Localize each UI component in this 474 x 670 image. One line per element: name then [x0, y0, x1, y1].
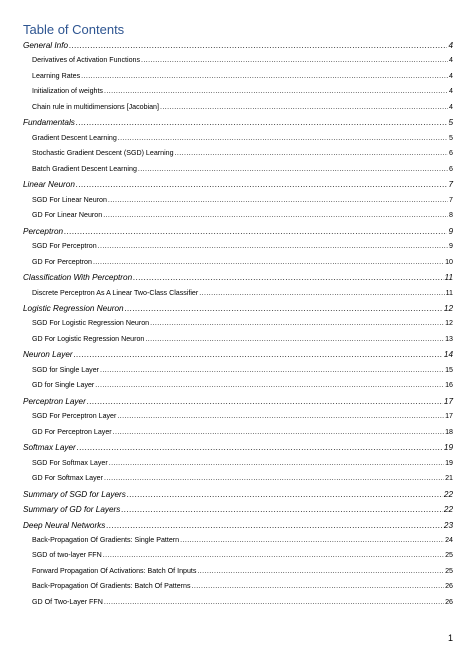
toc-entry-page: 4 — [449, 71, 453, 80]
toc-entry-label: Summary of GD for Layers — [23, 505, 121, 515]
toc-subsection-entry[interactable] — [0, 72, 474, 87]
toc-subsection-entry[interactable] — [0, 56, 474, 71]
toc-entry-page: 4 — [449, 87, 453, 96]
page-number: 1 — [447, 633, 453, 643]
toc-section-entry[interactable] — [0, 490, 474, 505]
toc-entry-label: GD For Perceptron Layer — [32, 427, 112, 436]
toc-section-entry[interactable] — [0, 397, 474, 412]
toc-entry-label: Chain rule in multidimensions [Jacobian] — [32, 102, 159, 111]
toc-subsection-entry[interactable] — [0, 551, 474, 566]
toc-section-entry[interactable] — [0, 521, 474, 536]
toc-entry-label: Summary of SGD for Layers — [23, 489, 126, 499]
toc-subsection-entry[interactable] — [0, 87, 474, 102]
toc-section-entry[interactable] — [0, 41, 474, 56]
toc-leader-dots — [103, 551, 444, 559]
toc-entry-label: Back-Propagation Of Gradients: Single Pattern — [32, 536, 180, 544]
toc-section-entry[interactable] — [0, 350, 474, 365]
toc-subsection-entry[interactable] — [0, 381, 474, 396]
toc-entry-page: 4 — [449, 102, 453, 111]
toc-entry-page: 23 — [443, 520, 453, 530]
toc-leader-dots — [77, 443, 443, 452]
toc-entry-label: GD For Softmax Layer — [32, 474, 103, 483]
toc-subsection-entry[interactable] — [0, 289, 474, 304]
toc-entry-page: 17 — [445, 412, 453, 421]
toc-section-entry[interactable] — [0, 227, 474, 242]
toc-leader-dots — [93, 258, 444, 266]
toc-entry-page: 12 — [445, 319, 453, 328]
toc-entry-label: Linear Neuron — [23, 180, 75, 190]
toc-entry-label: General Info — [23, 41, 69, 50]
toc-entry-page: 15 — [445, 365, 453, 374]
toc-leader-dots — [109, 459, 444, 467]
toc-entry-label: Deep Neural Networks — [23, 520, 106, 530]
toc-entry-page: 22 — [443, 489, 453, 499]
toc-entry-page: 26 — [445, 597, 453, 606]
toc-subsection-entry[interactable] — [0, 258, 474, 273]
toc-section-entry[interactable] — [0, 505, 474, 520]
toc-entry-label: Initialization of weights — [32, 87, 103, 96]
toc-entry-page: 6 — [449, 164, 453, 173]
toc-entry-label: Back-Propagation Of Gradients: Batch Of Patterns — [32, 582, 191, 591]
toc-entry-page: 14 — [443, 350, 453, 360]
toc-entry-label: Logistic Regression Neuron — [23, 303, 124, 313]
toc-leader-dots — [180, 536, 444, 544]
toc-leader-dots — [145, 335, 444, 343]
toc-subsection-entry[interactable] — [0, 598, 474, 613]
toc-leader-dots — [199, 289, 444, 297]
toc-leader-dots — [104, 474, 444, 482]
toc-subsection-entry[interactable] — [0, 211, 474, 226]
toc-subsection-entry[interactable] — [0, 196, 474, 211]
toc-subsection-entry[interactable] — [0, 536, 474, 551]
toc-entry-page: 7 — [449, 195, 453, 204]
toc-leader-dots — [197, 567, 444, 575]
toc-section-entry[interactable] — [0, 180, 474, 195]
toc-entry-page: 22 — [443, 505, 453, 515]
toc-entry-page: 4 — [448, 41, 453, 50]
toc-entry-label: SGD For Perceptron — [32, 242, 97, 251]
toc-leader-dots — [100, 366, 444, 374]
toc-entry-page: 5 — [448, 118, 453, 128]
toc-entry-page: 26 — [445, 582, 453, 591]
toc-entry-label: SGD For Softmax Layer — [32, 458, 108, 467]
toc-leader-dots — [113, 428, 444, 436]
toc-leader-dots — [98, 242, 448, 250]
toc-entry-label: SGD For Perceptron Layer — [32, 412, 117, 421]
toc-entry-label: SGD For Logistic Regression Neuron — [32, 319, 150, 328]
toc-subsection-entry[interactable] — [0, 412, 474, 427]
toc-leader-dots — [106, 521, 443, 530]
toc-entry-label: SGD For Linear Neuron — [32, 195, 107, 204]
toc-subsection-entry[interactable] — [0, 459, 474, 474]
toc-subsection-entry[interactable] — [0, 134, 474, 149]
toc-leader-dots — [76, 180, 448, 189]
toc-entry-label: Discrete Perceptron As A Linear Two-Class Classifier — [32, 288, 199, 297]
toc-entry-label: GD For Logistic Regression Neuron — [32, 334, 145, 343]
toc-entry-label: Fundamentals — [23, 118, 75, 128]
toc-leader-dots — [108, 196, 448, 204]
toc-entry-page: 25 — [445, 551, 453, 560]
toc-entry-page: 11 — [445, 288, 453, 297]
toc-leader-dots — [141, 56, 448, 64]
toc-entry-label: SGD of two-layer FFN — [32, 551, 102, 560]
toc-entry-label: Softmax Layer — [23, 443, 76, 453]
toc-entry-page: 7 — [448, 180, 453, 190]
toc-subsection-entry[interactable] — [0, 242, 474, 257]
toc-title: Table of Contents — [23, 22, 125, 37]
toc-leader-dots — [104, 87, 448, 95]
toc-leader-dots — [74, 350, 443, 359]
toc-subsection-entry[interactable] — [0, 582, 474, 597]
toc-entry-label: Perceptron — [23, 226, 64, 236]
toc-subsection-entry[interactable] — [0, 366, 474, 381]
toc-entry-page: 19 — [445, 458, 453, 467]
toc-leader-dots — [175, 149, 449, 157]
toc-leader-dots — [127, 490, 443, 499]
toc-entry-label: SGD for Single Layer — [32, 365, 100, 374]
toc-section-entry[interactable] — [0, 118, 474, 133]
toc-entry-label: Perceptron Layer — [23, 396, 86, 406]
toc-leader-dots — [160, 103, 448, 111]
toc-entry-page: 25 — [445, 566, 453, 575]
toc-subsection-entry[interactable] — [0, 103, 474, 118]
toc-subsection-entry[interactable] — [0, 165, 474, 180]
toc-list — [0, 41, 474, 613]
toc-entry-label: Batch Gradient Descent Learning — [32, 164, 137, 173]
toc-entry-page: 12 — [443, 303, 453, 313]
toc-entry-page: 6 — [449, 149, 453, 158]
toc-entry-page: 18 — [445, 427, 453, 436]
toc-entry-page: 9 — [448, 226, 453, 236]
toc-entry-page: 24 — [445, 536, 453, 544]
toc-entry-page: 10 — [445, 257, 453, 266]
toc-entry-page: 21 — [445, 474, 453, 483]
toc-entry-page: 16 — [445, 381, 453, 390]
toc-leader-dots — [133, 273, 443, 282]
toc-leader-dots — [192, 582, 445, 590]
toc-entry-label: Neuron Layer — [23, 350, 73, 360]
toc-entry-label: GD for Single Layer — [32, 381, 95, 390]
toc-entry-label: GD For Linear Neuron — [32, 211, 103, 220]
toc-leader-dots — [150, 319, 444, 327]
toc-entry-label: GD For Perceptron — [32, 257, 92, 266]
toc-leader-dots — [117, 412, 444, 420]
toc-entry-label: Forward Propagation Of Activations: Batch Of Inputs — [32, 566, 197, 575]
toc-section-entry[interactable] — [0, 443, 474, 458]
toc-section-entry[interactable] — [0, 273, 474, 288]
toc-entry-page: 4 — [449, 56, 453, 65]
toc-entry-page: 8 — [449, 211, 453, 220]
toc-entry-page: 13 — [445, 334, 453, 343]
toc-leader-dots — [87, 397, 443, 406]
toc-subsection-entry[interactable] — [0, 474, 474, 489]
toc-leader-dots — [64, 227, 447, 236]
toc-subsection-entry[interactable] — [0, 319, 474, 334]
toc-entry-page: 11 — [444, 273, 453, 283]
toc-entry-label: Derivatives of Activation Functions — [32, 56, 141, 65]
toc-entry-label: Learning Rates — [32, 71, 81, 80]
toc-entry-page: 5 — [449, 133, 453, 142]
toc-entry-page: 9 — [449, 242, 453, 251]
toc-leader-dots — [125, 304, 443, 313]
toc-entry-label: GD Of Two-Layer FFN — [32, 597, 103, 606]
toc-leader-dots — [76, 118, 448, 127]
toc-leader-dots — [81, 72, 448, 80]
toc-leader-dots — [121, 505, 443, 514]
toc-subsection-entry[interactable] — [0, 335, 474, 350]
toc-subsection-entry[interactable] — [0, 149, 474, 164]
toc-section-entry[interactable] — [0, 304, 474, 319]
toc-leader-dots — [103, 211, 448, 219]
toc-entry-page: 17 — [443, 396, 453, 406]
toc-leader-dots — [69, 41, 447, 50]
toc-entry-page: 19 — [443, 443, 453, 453]
toc-entry-label: Gradient Descent Learning — [32, 133, 117, 142]
toc-leader-dots — [95, 381, 444, 389]
toc-subsection-entry[interactable] — [0, 567, 474, 582]
toc-subsection-entry[interactable] — [0, 428, 474, 443]
toc-entry-label: Stochastic Gradient Descent (SGD) Learning — [32, 149, 174, 158]
toc-leader-dots — [104, 598, 444, 606]
toc-leader-dots — [118, 134, 448, 142]
toc-leader-dots — [138, 165, 448, 173]
toc-entry-label: Classification With Perceptron — [23, 273, 133, 283]
